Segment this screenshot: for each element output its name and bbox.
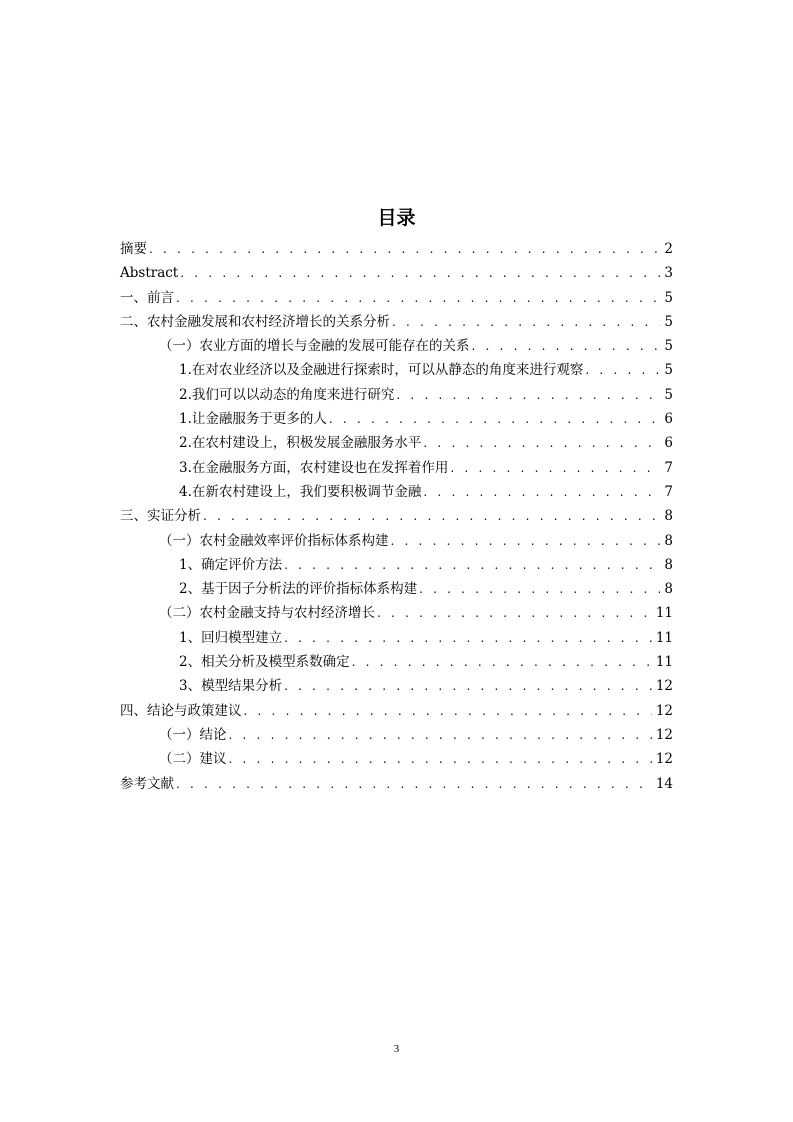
- toc-entry-text: 1、确定评价方法: [179, 556, 283, 573]
- toc-entry-page: 12: [655, 702, 673, 719]
- toc-entry-page: 11: [655, 605, 673, 622]
- toc-dot-leader: [176, 286, 660, 310]
- toc-entry[interactable]: [120, 529, 673, 553]
- toc-entry-page: 5: [664, 313, 673, 330]
- toc-entry-page: 2: [664, 241, 673, 257]
- toc-entry-page: 5: [664, 338, 673, 355]
- toc-entry-page: 8: [664, 508, 673, 525]
- toc-entry-text: 2.在农村建设上，积极发展金融服务水平: [179, 435, 422, 452]
- toc-entry[interactable]: [120, 383, 673, 407]
- toc-entry-page: 11: [655, 629, 673, 646]
- toc-entry-page: 12: [655, 678, 673, 695]
- toc-entry-text: 4.在新农村建设上，我们要积极调节金融: [179, 483, 422, 500]
- toc-entry-text: 2、相关分析及模型系数确定: [179, 654, 350, 671]
- toc-entry-page: 8: [664, 556, 673, 573]
- toc-entry[interactable]: [120, 650, 673, 674]
- toc-dot-leader: [176, 772, 652, 796]
- toc-entry-page: 6: [664, 411, 673, 428]
- toc-entry-text: 摘要: [120, 241, 147, 257]
- toc-entry-text: 1、回归模型建立: [179, 629, 283, 646]
- toc-entry-text: 1.让金融服务于更多的人: [179, 411, 327, 428]
- toc-entry[interactable]: [120, 504, 673, 528]
- toc-entry-text: 二、农村金融发展和农村经济增长的关系分析: [120, 313, 390, 330]
- toc-entry[interactable]: [120, 699, 673, 723]
- toc-entry[interactable]: [120, 358, 673, 382]
- toc-entry-page: 8: [664, 532, 673, 549]
- toc-entry-text: （一）农村金融效率评价指标体系构建: [159, 532, 389, 549]
- toc-entry-page: 5: [664, 362, 673, 379]
- toc-dot-leader: [284, 626, 652, 650]
- page-number: 3: [393, 1043, 400, 1055]
- toc-entry-text: 1.在对农业经济以及金融进行探索时，可以从静态的角度来进行观察: [179, 362, 584, 379]
- toc-entry[interactable]: [120, 674, 673, 698]
- toc-entry[interactable]: [120, 407, 673, 431]
- toc-dot-leader: [391, 529, 661, 553]
- toc-entry-page: 12: [655, 726, 673, 743]
- toc-entry-page: 5: [664, 386, 673, 403]
- toc-entry[interactable]: [120, 456, 673, 480]
- toc-dot-leader: [396, 383, 660, 407]
- toc-dot-leader: [423, 480, 660, 504]
- toc-entry-page: 5: [664, 289, 673, 306]
- toc-dot-leader: [203, 504, 660, 528]
- toc-entry-text: 3.在金融服务方面，农村建设也在发挥着作用: [179, 459, 449, 476]
- toc-entry[interactable]: [120, 431, 673, 455]
- toc-entry-text: （二）农村金融支持与农村经济增长: [159, 605, 375, 622]
- toc-entry[interactable]: [120, 626, 673, 650]
- toc-dot-leader: [585, 358, 660, 382]
- toc-entry-page: 14: [655, 775, 673, 792]
- toc-entry-text: 2、基于因子分析法的评价指标体系构建: [179, 581, 418, 598]
- toc-dot-leader: [284, 674, 652, 698]
- toc-entry[interactable]: [120, 310, 673, 334]
- toc-entry[interactable]: [120, 261, 673, 285]
- toc-entry[interactable]: [120, 334, 673, 358]
- toc-entry-text: （二）建议: [159, 751, 227, 768]
- toc-dot-leader: [419, 577, 660, 601]
- toc-entry[interactable]: [120, 237, 673, 261]
- toc-dot-leader: [352, 650, 652, 674]
- toc-entry-text: （一）结论: [159, 726, 227, 743]
- toc-dot-leader: [149, 237, 660, 261]
- toc-entry-page: 3: [664, 265, 673, 282]
- toc-dot-leader: [392, 310, 660, 334]
- toc-entry-page: 8: [664, 581, 673, 598]
- toc-dot-leader: [180, 261, 660, 285]
- toc-dot-leader: [377, 601, 652, 625]
- toc-dot-leader: [450, 456, 660, 480]
- toc-entry[interactable]: [120, 723, 673, 747]
- toc-entry-text: （一）农业方面的增长与金融的发展可能存在的关系: [159, 338, 470, 355]
- table-of-contents: [120, 237, 673, 796]
- toc-entry[interactable]: [120, 480, 673, 504]
- toc-dot-leader: [423, 431, 660, 455]
- toc-entry[interactable]: [120, 286, 673, 310]
- toc-entry[interactable]: [120, 577, 673, 601]
- toc-entry-page: 6: [664, 435, 673, 452]
- toc-entry-text: 四、结论与政策建议: [120, 702, 242, 719]
- toc-entry-page: 7: [664, 483, 673, 500]
- toc-dot-leader: [284, 553, 660, 577]
- toc-title: 目录: [377, 207, 416, 229]
- toc-dot-leader: [229, 723, 652, 747]
- toc-entry-text: 3、模型结果分析: [179, 678, 283, 695]
- toc-entry-text: 三、实证分析: [120, 508, 201, 525]
- toc-entry-page: 7: [664, 459, 673, 476]
- toc-dot-leader: [244, 699, 652, 723]
- toc-dot-leader: [329, 407, 661, 431]
- toc-entry[interactable]: [120, 772, 673, 796]
- toc-dot-leader: [472, 334, 661, 358]
- toc-entry[interactable]: [120, 553, 673, 577]
- toc-entry-page: 12: [655, 751, 673, 768]
- toc-entry-text: Abstract: [120, 265, 179, 282]
- toc-entry-text: 参考文献: [120, 775, 174, 792]
- toc-entry-page: 11: [655, 654, 673, 671]
- toc-entry[interactable]: [120, 747, 673, 771]
- toc-entry-text: 一、前言: [120, 289, 174, 306]
- toc-entry[interactable]: [120, 601, 673, 625]
- toc-entry-text: 2.我们可以以动态的角度来进行研究: [179, 386, 395, 403]
- toc-dot-leader: [229, 747, 652, 771]
